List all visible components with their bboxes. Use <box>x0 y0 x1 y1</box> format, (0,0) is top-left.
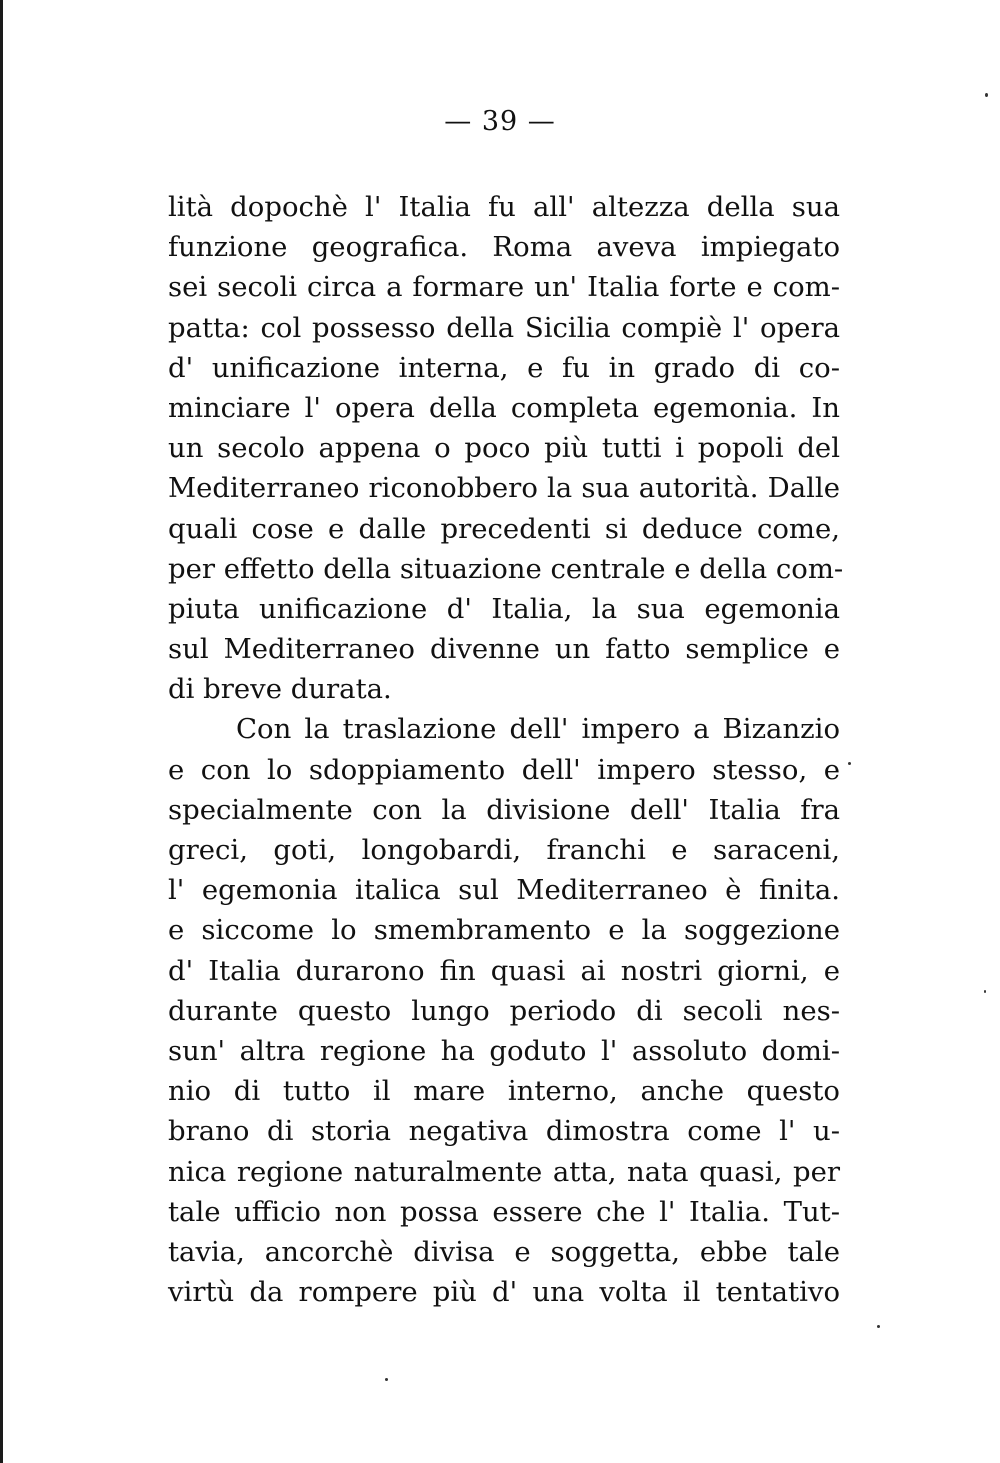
body-text <box>168 187 844 1312</box>
text-line: quali cose e dalle precedenti si deduce come, <box>168 512 840 545</box>
text-line: durante questo lungo periodo di secoli nes- <box>168 994 840 1027</box>
scan-speck <box>385 1378 388 1381</box>
text-line: piuta unificazione d' Italia, la sua egemonia <box>168 592 840 625</box>
page-binding-edge <box>0 0 3 1463</box>
text-line: l' egemonia italica sul Mediterraneo è finita. <box>168 874 840 907</box>
text-line: sei secoli circa a formare un' Italia forte e com- <box>168 271 840 304</box>
text-line: brano di storia negativa dimostra come l' u- <box>168 1115 840 1148</box>
text-line: e con lo sdoppiamento dell' impero stesso, e <box>168 753 840 786</box>
text-line: patta: col possesso della Sicilia compiè l' opera <box>168 311 840 344</box>
text-line: d' unificazione interna, e fu in grado di co- <box>168 351 840 384</box>
scan-speck <box>985 93 988 97</box>
text-line: tale ufficio non possa essere che l' Italia. Tut- <box>168 1195 840 1228</box>
text-line: funzione geografica. Roma aveva impiegato <box>168 231 840 264</box>
text-line: virtù da rompere più d' una volta il tentativo <box>168 1276 840 1309</box>
text-line: sul Mediterraneo divenne un fatto semplice e <box>168 633 840 666</box>
text-line: d' Italia durarono fin quasi ai nostri giorni, e <box>168 954 840 987</box>
text-line: specialmente con la divisione dell' Italia fra <box>168 793 840 826</box>
text-line: nica regione naturalmente atta, nata quasi, per <box>168 1155 840 1188</box>
scan-speck <box>877 1325 880 1328</box>
paragraph <box>168 187 844 709</box>
page-number: — 39 — <box>444 106 556 137</box>
text-line: un secolo appena o poco più tutti i popoli del <box>168 432 840 465</box>
text-line: nio di tutto il mare interno, anche questo <box>168 1075 840 1108</box>
text-line: e siccome lo smembramento e la soggezione <box>168 914 840 947</box>
text-line: lità dopochè l' Italia fu all' altezza della sua <box>168 191 840 223</box>
text-line: per effetto della situazione centrale e della com- <box>168 552 844 585</box>
text-line: Con la traslazione dell' impero a Bizanzio <box>236 713 840 746</box>
text-line: sun' altra regione ha goduto l' assoluto domi- <box>168 1034 840 1067</box>
text-line: minciare l' opera della completa egemonia. In <box>168 391 840 424</box>
text-line: greci, goti, longobardi, franchi e saraceni, <box>168 834 840 866</box>
text-line: tavia, ancorchè divisa e soggetta, ebbe tale <box>168 1235 840 1268</box>
text-line: di breve durata. <box>168 673 392 706</box>
scan-speck <box>984 990 986 993</box>
paragraph <box>168 709 840 1312</box>
text-line: Mediterraneo riconobbero la sua autorità. Dalle <box>168 472 840 505</box>
scan-speck <box>848 762 851 765</box>
